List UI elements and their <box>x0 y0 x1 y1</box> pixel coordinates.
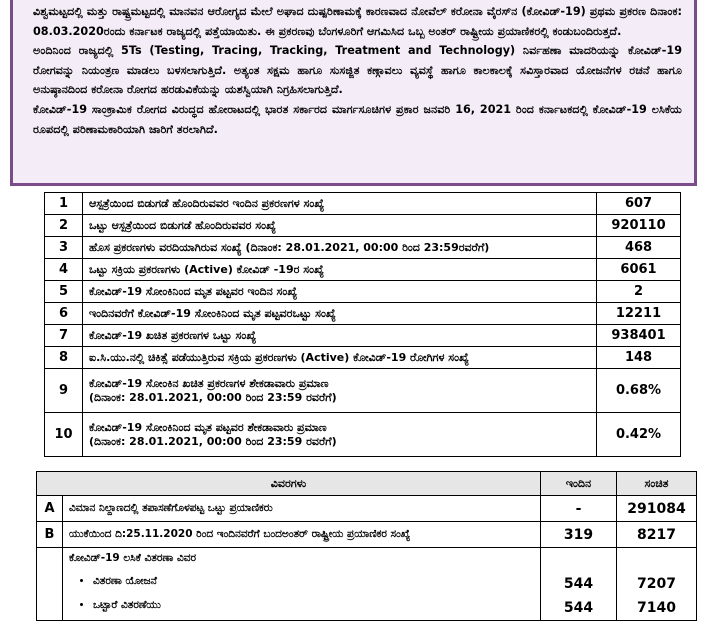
vaccine-today-value: 544 <box>563 576 594 592</box>
header-details: ವಿವರಗಳು <box>37 472 541 496</box>
row-value: 468 <box>597 237 681 259</box>
row-description: ಕೋವಿಡ್-19 ಖಚಿತ ಪ್ರಕರಣಗಳ ಒಟ್ಟು ಸಂಖ್ಯೆ <box>82 325 596 347</box>
intro-paragraph: ವಿಶ್ವಮಟ್ಟದಲ್ಲಿ ಮತ್ತು ರಾಷ್ಟ್ರಮಟ್ಟದಲ್ಲಿ ಮಾನವನ ಆರೋಗ್ಯದ ಮೇಲೆ ಅಘಾದ ದುಷ್ಪರಿಣಾಮಕ್ಕೆ ಕಾರಣವಾದ ನೋವೆಲ್ ಕರೋನಾ ವೈರಸ್‌ನ (ಕೋವಿಡ್-19) ಪ್ರಥಮ ಪ್ರಕರಣ ದಿನಾಂಕ: 08.03.2020ರಂದು ಕರ್ನಾಟಕ ರಾಜ್ಯದಲ್ಲಿ ಪತ್ತೆಯಾಯಿತು. ಈ ಪ್ರಕರಣವು ಬೆಂಗಳೂರಿಗೆ ಆಗಮಿಸಿದ ಒಬ್ಬ ಅಂತರ್ ರಾಷ್ಟ್ರೀಯ ಪ್ರಯಾಣಿಕರಲ್ಲಿ ಕಂಡುಬಂದಿರುತ್ತದೆ. <box>33 5 682 38</box>
intro-box <box>10 0 697 186</box>
vaccine-total <box>617 548 697 621</box>
row-total: 291084 <box>617 496 697 522</box>
row-value: 607 <box>597 193 681 215</box>
vaccine-list <box>93 569 534 617</box>
header-total: ಸಂಚಿತ <box>617 472 697 496</box>
row-number: 4 <box>45 259 83 281</box>
stats-row <box>45 215 681 237</box>
row-value: 938401 <box>597 325 681 347</box>
row-label <box>37 548 63 621</box>
row-description-line: ಕೋವಿಡ್-19 ಸೋಂಕಿನಿಂದ ಮೃತ ಪಟ್ಟವರ ಶೇಕಡಾವಾರು ಪ್ರಮಾಣ <box>88 420 327 434</box>
stats-row <box>45 259 681 281</box>
row-description: ಇಂದಿನವರೆಗೆ ಕೋವಿಡ್-19 ಸೋಂಕಿನಿಂದ ಮೃತ ಪಟ್ಟವರಒಟ್ಟು ಸಂಖ್ಯೆ <box>82 303 596 325</box>
row-description: ಆಸ್ಪತ್ರೆಯಿಂದ ಬಿಡುಗಡೆ ಹೊಂದಿರುವವರ ಇಂದಿನ ಪ್ರಕರಣಗಳ ಸಂಖ್ಯೆ <box>82 193 596 215</box>
header-today: ಇಂದಿನ <box>541 472 617 496</box>
stats-row <box>45 281 681 303</box>
row-number: 3 <box>45 237 83 259</box>
row-number: 8 <box>45 347 83 369</box>
row-value: 0.68% <box>597 369 681 413</box>
row-number: 2 <box>45 215 83 237</box>
intro-paragraph: ಕೋವಿಡ್-19 ಸಾಂಕ್ರಾಮಿಕ ರೋಗದ ವಿರುದ್ಧದ ಹೋರಾಟದಲ್ಲಿ ಭಾರತ ಸರ್ಕಾರದ ಮಾರ್ಗಸೂಚಿಗಳ ಪ್ರಕಾರ ಜನವರಿ 16, 2021 ರಿಂದ ಕರ್ನಾಟಕದಲ್ಲಿ ಕೋವಿಡ್-19 ಲಸಿಕೆಯ ರೂಪದಲ್ಲಿ ಪರಿಣಾಮಕಾರಿಯಾಗಿ ಜಾರಿಗೆ ತರಲಾಗಿದೆ. <box>33 102 682 136</box>
row-description: ಒಟ್ಟು ಸಕ್ರಿಯ ಪ್ರಕರಣಗಳು (Active) ಕೋವಿಡ್ -19ರ ಸಂಖ್ಯೆ <box>82 259 596 281</box>
stats-row <box>45 193 681 215</box>
vaccine-item: • ವಿತರಣಾ ಯೋಜನೆ <box>93 569 534 593</box>
row-description: ಐ.ಸಿ.ಯು.ನಲ್ಲಿ ಚಿಕಿತ್ಸೆ ಪಡೆಯುತ್ತಿರುವ ಸಕ್ರಿಯ ಪ್ರಕರಣಗಳು (Active) ಕೋವಿಡ್-19 ರೋಗಿಗಳ ಸಂಖ್ಯೆ <box>82 347 596 369</box>
row-value: 148 <box>597 347 681 369</box>
vaccine-title: ಕೋವಿಡ್-19 ಲಸಿಕೆ ವಿತರಣಾ ವಿವರ <box>69 552 197 564</box>
row-number: 10 <box>45 413 83 457</box>
vaccine-item: • ಒಟ್ಟಾರೆ ವಿತರಣೆಯು <box>93 593 534 617</box>
stats-row <box>45 303 681 325</box>
row-today: 319 <box>541 522 617 548</box>
row-label: B <box>37 522 63 548</box>
row-value: 2 <box>597 281 681 303</box>
row-description <box>82 369 596 413</box>
row-number: 6 <box>45 303 83 325</box>
vaccine-details <box>63 548 541 621</box>
row-number: 9 <box>45 369 83 413</box>
row-date-range: (ದಿನಾಂಕ: 28.01.2021, 00:00 ರಿಂದ 23:59 ರವರೆಗೆ) <box>88 434 337 448</box>
details-row <box>37 496 697 522</box>
row-number: 1 <box>45 193 83 215</box>
vaccine-total-value: 7207 <box>637 576 676 592</box>
row-label: A <box>37 496 63 522</box>
intro-paragraph: ಅಂದಿನಿಂದ ರಾಜ್ಯದಲ್ಲಿ 5Ts (Testing, Tracing, Tracking, Treatment and Technology) ನಿರ್ವಹಣಾ ಮಾದರಿಯನ್ನು ಕೋವಿಡ್-19 ರೋಗವನ್ನು ನಿಯಂತ್ರಣ ಮಾಡಲು ಬಳಸಲಾಗುತ್ತಿದೆ. ಅತ್ಯಂತ ಸಕ್ಷಮ ಹಾಗೂ ಸುಸಜ್ಜಿತ ಕಣ್ಗಾವಲು ವ್ಯವಸ್ಥೆ ಹಾಗೂ ಕಾಲಕಾಲಕ್ಕೆ ಸವಿಸ್ತಾರವಾದ ಯೋಜನೆಗಳ ರಚನೆ ಹಾಗೂ ಅನುಷ್ಠಾನದಿಂದ ಕರೋನಾ ರೋಗದ ಹರಡುವಿಕೆಯನ್ನು ಯಶಸ್ವಿಯಾಗಿ ನಿಗ್ರಹಿಸಲಾಗುತ್ತಿದೆ. <box>33 44 682 97</box>
stats-row <box>45 347 681 369</box>
details-table <box>36 471 697 621</box>
row-description: ಯುಕೆಯಿಂದ ದಿ:25.11.2020 ರಿಂದ ಇಂದಿನವರೆಗೆ ಬಂದಅಂತರ್ ರಾಷ್ಟ್ರೀಯ ಪ್ರಯಾಣಿಕರ ಸಂಖ್ಯೆ <box>63 522 541 548</box>
row-value: 920110 <box>597 215 681 237</box>
vaccine-row <box>37 548 697 621</box>
row-date-range: (ದಿನಾಂಕ: 28.01.2021, 00:00 ರಿಂದ 23:59 ರವರೆಗೆ) <box>88 390 337 404</box>
row-description: ಕೋವಿಡ್-19 ಸೋಂಕಿನಿಂದ ಮೃತ ಪಟ್ಟವರ ಇಂದಿನ ಸಂಖ್ಯೆ <box>82 281 596 303</box>
row-value: 0.42% <box>597 413 681 457</box>
row-description: ಒಟ್ಟು ಆಸ್ಪತ್ರೆಯಿಂದ ಬಿಡುಗಡೆ ಹೊಂದಿರುವವರ ಸಂಖ್ಯೆ <box>82 215 596 237</box>
vaccine-today <box>541 548 617 621</box>
details-row <box>37 522 697 548</box>
row-description: ಹೊಸ ಪ್ರಕರಣಗಳು ವರದಿಯಾಗಿರುವ ಸಂಖ್ಯೆ (ದಿನಾಂಕ: 28.01.2021, 00:00 ರಿಂದ 23:59ರವರೆಗೆ) <box>82 237 596 259</box>
vaccine-today-value: 544 <box>563 600 594 616</box>
row-total: 8217 <box>617 522 697 548</box>
stats-row <box>45 237 681 259</box>
row-description-line: ಕೋವಿಡ್-19 ಸೋಂಕಿನ ಖಚಿತ ಪ್ರಕರಣಗಳ ಶೇಕಡಾವಾರು ಪ್ರಮಾಣ <box>88 376 329 390</box>
stats-row <box>45 325 681 347</box>
stats-row <box>45 369 681 413</box>
row-today: - <box>541 496 617 522</box>
vaccine-total-value: 7140 <box>637 600 676 616</box>
row-description: ವಿಮಾನ ನಿಲ್ದಾಣದಲ್ಲಿ ತಪಾಸಣೆಗೊಳಪಟ್ಟ ಒಟ್ಟು ಪ್ರಯಾಣಿಕರು <box>63 496 541 522</box>
details-header-row <box>37 472 697 496</box>
stats-table <box>44 192 681 457</box>
stats-row <box>45 413 681 457</box>
row-value: 12211 <box>597 303 681 325</box>
row-number: 7 <box>45 325 83 347</box>
row-description <box>82 413 596 457</box>
row-number: 5 <box>45 281 83 303</box>
row-value: 6061 <box>597 259 681 281</box>
